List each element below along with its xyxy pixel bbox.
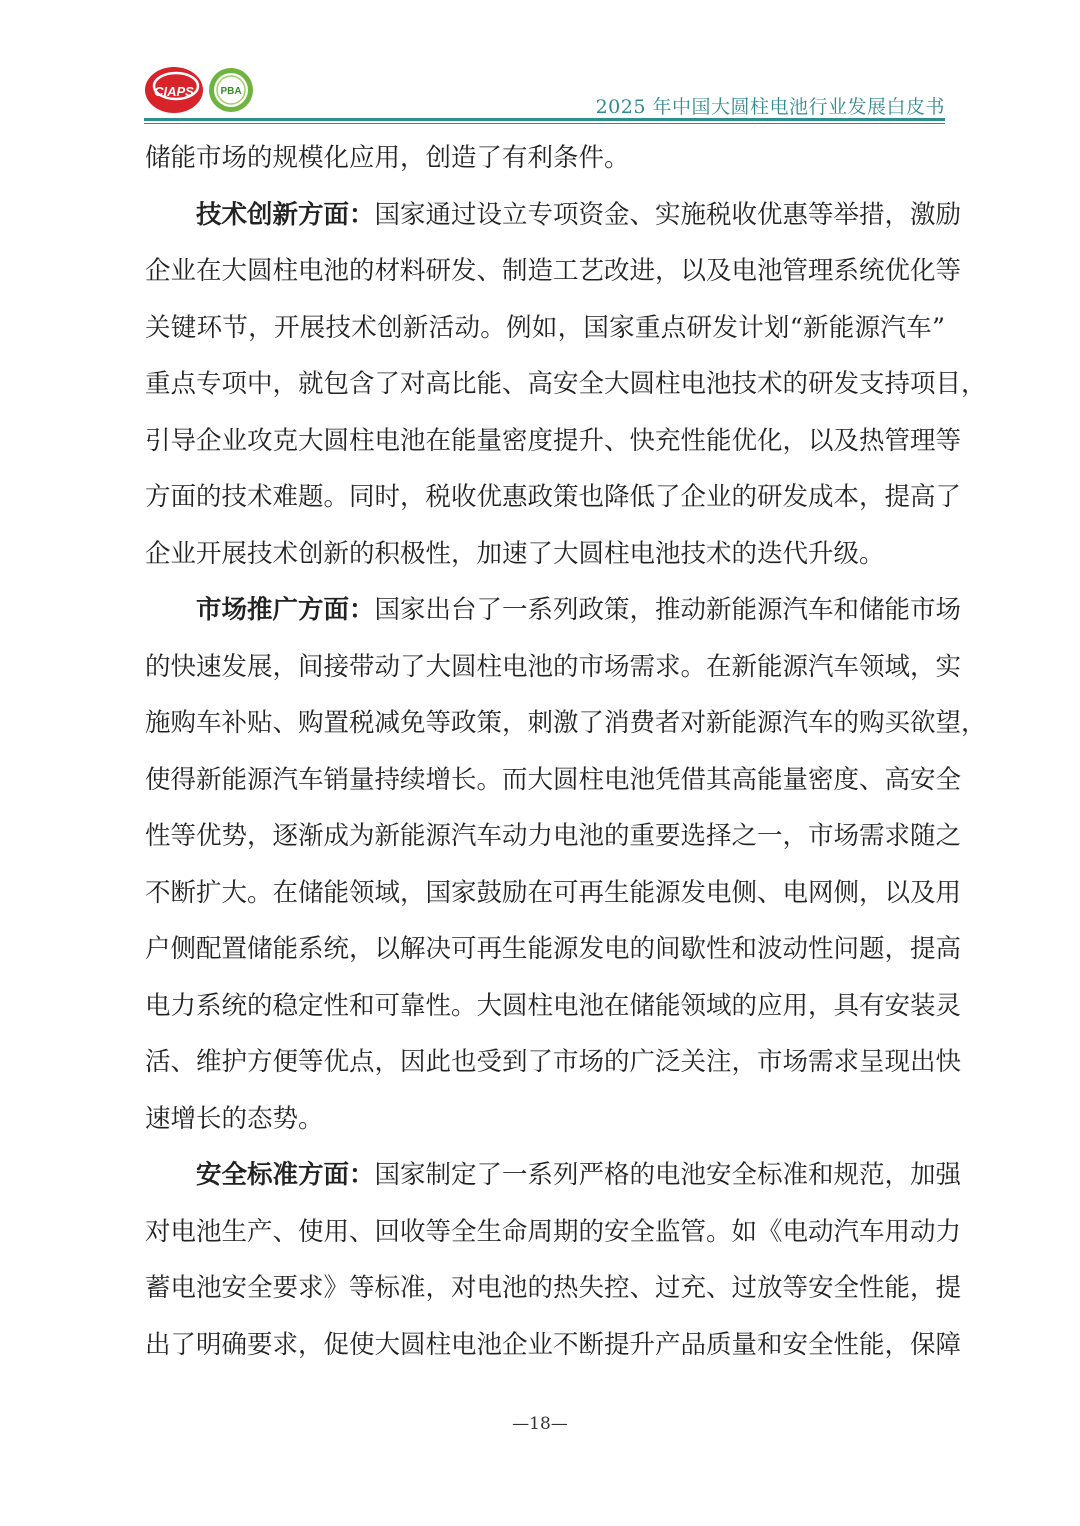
text-line: 施购车补贴、购置税减免等政策，刺激了消费者对新能源汽车的购买欲望， [145,708,987,738]
document-title: 2025 年中国大圆柱电池行业发展白皮书 [595,96,945,118]
text-line: 企业在大圆柱电池的材料研发、制造工艺改进，以及电池管理系统优化等 [145,256,962,286]
text-line: 速增长的态势。 [145,1103,324,1134]
text-line-content: 国家出台了一系列政策，推动新能源汽车和储能市场 [374,595,962,625]
text-line [145,1147,962,1204]
text-line: 蓄电池安全要求》等标准，对电池的热失控、过充、过放等安全性能，提 [145,1273,962,1303]
text-line: 企业开展技术创新的积极性，加速了大圆柱电池技术的迭代升级。 [145,538,885,569]
text-line: 出了明确要求，促使大圆柱电池企业不断提升产品质量和安全性能，保障 [145,1329,962,1360]
section-lead: 技术创新方面： [196,199,375,230]
text-line [145,187,962,244]
text-line: 性等优势，逐渐成为新能源汽车动力电池的重要选择之一，市场需求随之 [145,821,962,851]
text-line-content: 国家通过设立专项资金、实施税收优惠等举措，激励 [374,199,962,230]
text-line: 使得新能源汽车销量持续增长。而大圆柱电池凭借其高能量密度、高安全 [145,764,962,795]
header-rule-thin [144,123,945,124]
ciaps-logo [143,64,205,116]
text-line: 活、维护方便等优点，因此也受到了市场的广泛关注，市场需求呈现出快 [145,1047,962,1077]
section-lead: 安全标准方面： [196,1160,375,1190]
text-line: 重点专项中，就包含了对高比能、高安全大圆柱电池技术的研发支持项目， [145,369,987,399]
text-line: 的快速发展，间接带动了大圆柱电池的市场需求。在新能源汽车领域，实 [145,651,962,682]
body-text [145,130,987,1373]
text-line: 储能市场的规模化应用，创造了有利条件。 [145,143,630,173]
text-line: 关键环节，开展技术创新活动。例如，国家重点研发计划“新能源汽车” [145,312,945,343]
pba-logo-text: PBA [220,86,242,97]
text-line-content: 国家制定了一系列严格的电池安全标准和规范，加强 [374,1160,962,1190]
ciaps-logo-text: CIAPS [154,84,194,99]
text-line: 不断扩大。在储能领域，国家鼓励在可再生能源发电侧、电网侧，以及用 [145,877,962,908]
text-line [145,582,962,639]
text-line: 引导企业攻克大圆柱电池在能量密度提升、快充性能优化，以及热管理等 [145,425,962,456]
text-line: 电力系统的稳定性和可靠性。大圆柱电池在储能领域的应用，具有安装灵 [145,990,962,1021]
section-lead: 市场推广方面： [196,595,375,625]
text-line: 方面的技术难题。同时，税收优惠政策也降低了企业的研发成本，提高了 [145,482,962,512]
text-line: 户侧配置储能系统，以解决可再生能源发电的间歇性和波动性问题，提高 [145,934,962,964]
page-number: —18— [512,1414,568,1434]
text-line: 对电池生产、使用、回收等全生命周期的安全监管。如《电动汽车用动力 [145,1216,962,1247]
page-header [0,0,1080,130]
pba-logo [207,66,255,114]
header-rule-thick [144,118,945,121]
